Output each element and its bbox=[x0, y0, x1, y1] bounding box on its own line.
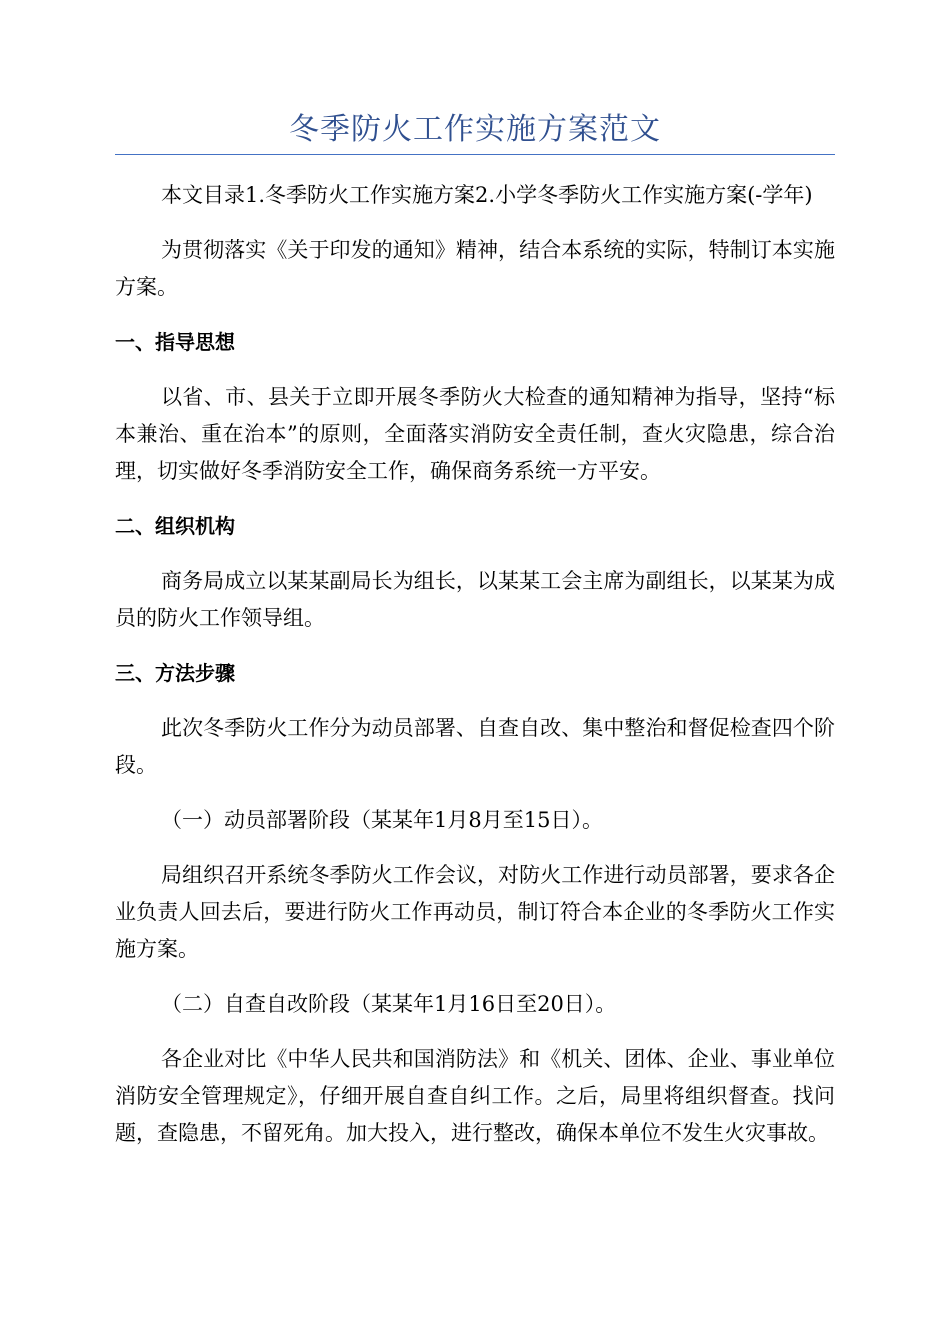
document-page bbox=[115, 108, 835, 1170]
section3-heading: 三、方法步骤 bbox=[115, 661, 235, 685]
stage2-body: 各企业对比《中华人民共和国消防法》和《机关、团体、企业、事业单位消防安全管理规定》，仔细开展自查自纠工作。之后，局里将组织督查。找问题，查隐患，不留死角。加大投入，进行整改，确保本单位不发生火灾事故。 bbox=[115, 1047, 835, 1145]
document-title: 冬季防火工作实施方案范文 bbox=[115, 108, 835, 155]
intro-paragraph: 为贯彻落实《关于印发的通知》精神，结合本系统的实际，特制订本实施方案。 bbox=[115, 238, 835, 299]
stage1-body: 局组织召开系统冬季防火工作会议，对防火工作进行动员部署，要求各企业负责人回去后，要进行防火工作再动员，制订符合本企业的冬季防火工作实施方案。 bbox=[115, 863, 835, 961]
section1-body: 以省、市、县关于立即开展冬季防火大检查的通知精神为指导，坚持“标本兼治、重在治本”的原则，全面落实消防安全责任制，查火灾隐患，综合治理，切实做好冬季消防安全工作，确保商务系统一方平安。 bbox=[115, 385, 835, 483]
table-of-contents: 本文目录1.冬季防火工作实施方案2.小学冬季防火工作实施方案(-学年) bbox=[161, 183, 813, 207]
section2-body: 商务局成立以某某副局长为组长，以某某工会主席为副组长，以某某为成员的防火工作领导组。 bbox=[115, 569, 835, 630]
section1-heading: 一、指导思想 bbox=[115, 330, 235, 354]
section2-heading: 二、组织机构 bbox=[115, 514, 235, 538]
section3-body: 此次冬季防火工作分为动员部署、自查自改、集中整治和督促检查四个阶段。 bbox=[115, 716, 835, 777]
stage1-title: （一）动员部署阶段（某某年1月8月至15日）。 bbox=[161, 808, 603, 832]
stage2-title: （二）自查自改阶段（某某年1月16日至20日）。 bbox=[161, 992, 617, 1016]
